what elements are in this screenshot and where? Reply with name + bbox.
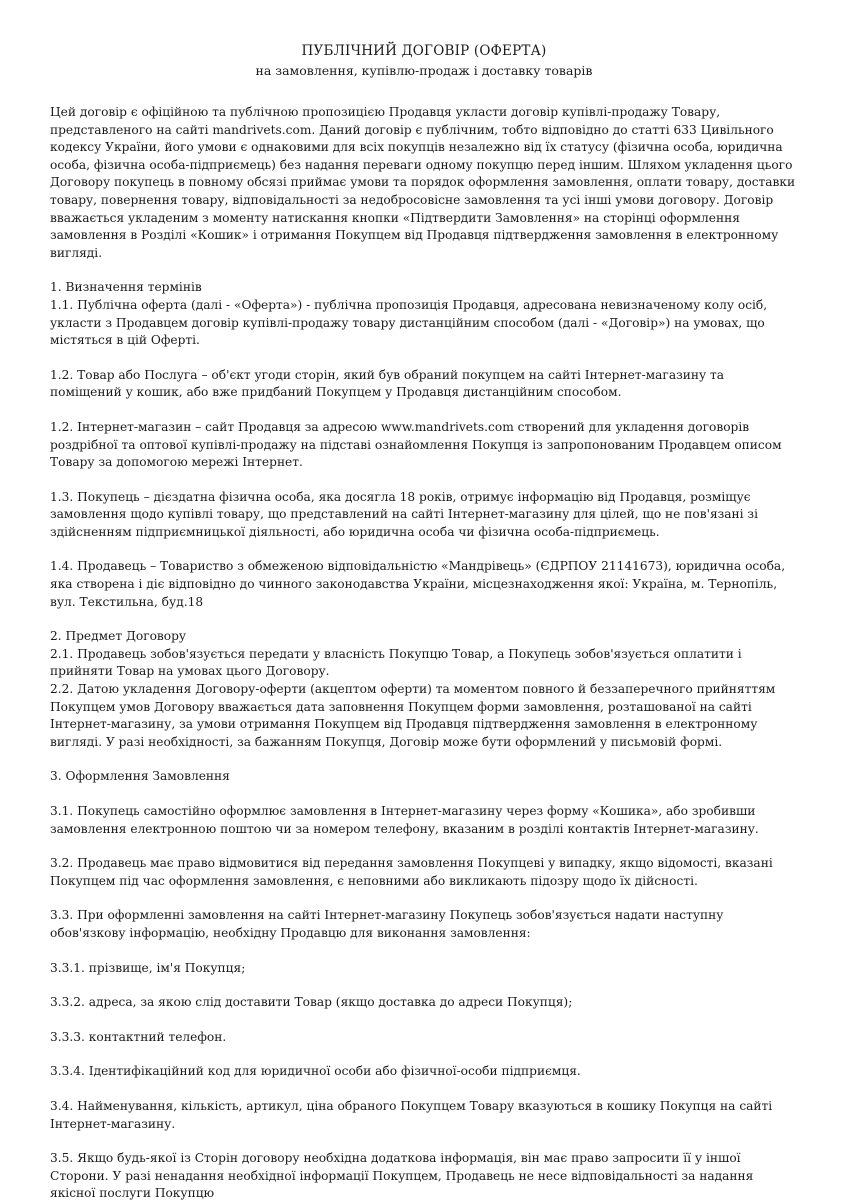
clause-3-3-2: 3.3.2. адреса, за якою слід доставити Товар (якщо доставка до адреси Покупця); <box>50 995 573 1010</box>
intro-paragraph: Цей договір є офіційною та публічною пропозицією Продавця укласти договір купівлі-продажу Товару, представленого на сайті mandrivets.com. Даний договір є публічним, тобто відповідно до статті 633 Цивільного кодексу України, його умови є однаковими для всіх покупців незалежно від їх статусу (фізична особа, юридична особа, фізична особа-підприємець) без надання переваги одному покупцю перед іншим. Шляхом укладення цього Договору покупець в повному обсязі приймає умови та порядок оформлення замовлення, оплати товару, доставки товару, повернення товару, відповідальності за недобросовісне замовлення та усі інші умови договору. Договір вважається укладеним з моменту натискання кнопки «Підтвердити Замовлення» на сторінці оформлення замовлення в Розділі «Кошик» і отримання Покупцем від Продавця підтвердження замовлення в електронному вигляді. <box>50 105 796 260</box>
clause-3-5: 3.5. Якщо будь-якої із Сторін договору необхідна додаткова інформація, він має право запросити її у іншої Сторони. У разі ненадання необхідної інформації Покупцем, Продавець не несе відповідальності за надання якісної послуги Покупцю <box>50 1151 754 1201</box>
clause-3-1: 3.1. Покупець самостійно оформлює замовлення в Інтернет-магазину через форму «Кошика», або зробивши замовлення електронною поштою чи за номером телефону, вказаним в розділі контактів Інтернет-магазину. <box>50 804 759 836</box>
clause-3-4: 3.4. Найменування, кількість, артикул, ціна обраного Покупцем Товару вказуються в кошику Покупця на сайті Інтернет-магазину. <box>50 1098 773 1131</box>
clause-2-2: 2.2. Датою укладення Договору-оферти (акцептом оферти) та моментом повного й беззаперечного прийняттям Покупцем умов Договору вважається дата заповнення Покупцем форми замовлення, розташованої на сайті Інтернет-магазину, за умови отримання Покупцем від Продавця підтвердження замовлення в електронному вигляді. У разі необхідності, за бажанням Покупця, Договір може бути оформлений у письмовій формі. <box>50 682 776 749</box>
clause-3-2: 3.2. Продавець має право відмовитися від передання замовлення Покупцеві у випадку, якщо відомості, вказані Покупцем під час оформлення замовлення, є неповними або викликають підозру щодо їх дійсності. <box>50 856 773 888</box>
clause-3-3-3: 3.3.3. контактний телефон. <box>50 1029 227 1044</box>
document-title: ПУБЛІЧНИЙ ДОГОВІР (ОФЕРТА) <box>301 43 547 59</box>
clause-1-2-product: 1.2. Товар або Послуга – об'єкт угоди сторін, який був обраний покупцем на сайті Інтернет-магазину та поміщений у кошик, або вже придбаний Покупцем у Продавця дистанційним способом. <box>50 367 725 400</box>
clause-1-4: 1.4. Продавець – Товариство з обмеженою відповідальністю «Мандрівець» (ЄДРПОУ 21141673), юридична особа, яка створена і діє відповідно до чинного законодавства України, місцезнаходження якої: Україна, м. Тернопіль, вул. Текстильна, буд.18 <box>50 559 786 609</box>
clause-3-3: 3.3. При оформленні замовлення на сайті Інтернет-магазину Покупець зобов'язується надати наступну обов'язкову інформацію, необхідну Продавцю для виконання замовлення: <box>50 908 724 940</box>
section-1-heading: 1. Визначення термінів <box>50 280 202 295</box>
section-3-heading: 3. Оформлення Замовлення <box>50 769 230 784</box>
clause-3-3-1: 3.3.1. прізвище, ім'я Покупця; <box>50 960 246 975</box>
clause-1-1: 1.1. Публічна оферта (далі - «Оферта») - публічна пропозиція Продавця, адресована невизначеному колу осіб, укласти з Продавцем договір купівлі-продажу товару дистанційним способом (далі - «Договір») на умовах, що містяться в цій Оферті. <box>50 297 768 348</box>
section-2-heading: 2. Предмет Договору <box>50 629 187 644</box>
clause-1-2-store: 1.2. Інтернет-магазин – сайт Продавця за адресою www.mandrivets.com створений для укладення договорів роздрібної та оптової купівлі-продажу на підставі ознайомлення Покупця із запропонованим Продавцем описом Товару за допомогою мережі Інтернет. <box>50 419 782 470</box>
document-subtitle: на замовлення, купівлю-продаж і доставку товарів <box>255 63 593 78</box>
clause-3-3-4: 3.3.4. Ідентифікаційний код для юридичної особи або фізичної-особи підприємця. <box>50 1064 581 1079</box>
clause-1-3: 1.3. Покупець – дієздатна фізична особа, яка досягла 18 років, отримує інформацію від Продавця, розміщує замовлення щодо купівлі товару, що представлений на сайті Інтернет-магазину для цілей, що не пов'язані зі здійсненням підприємницької діяльності, або юридична особа чи фізична особа-підприємець. <box>50 489 758 539</box>
clause-2-1: 2.1. Продавець зобов'язується передати у власність Покупцю Товар, а Покупець зобов'язується оплатити і прийняти Товар на умовах цього Договору. <box>50 646 742 679</box>
